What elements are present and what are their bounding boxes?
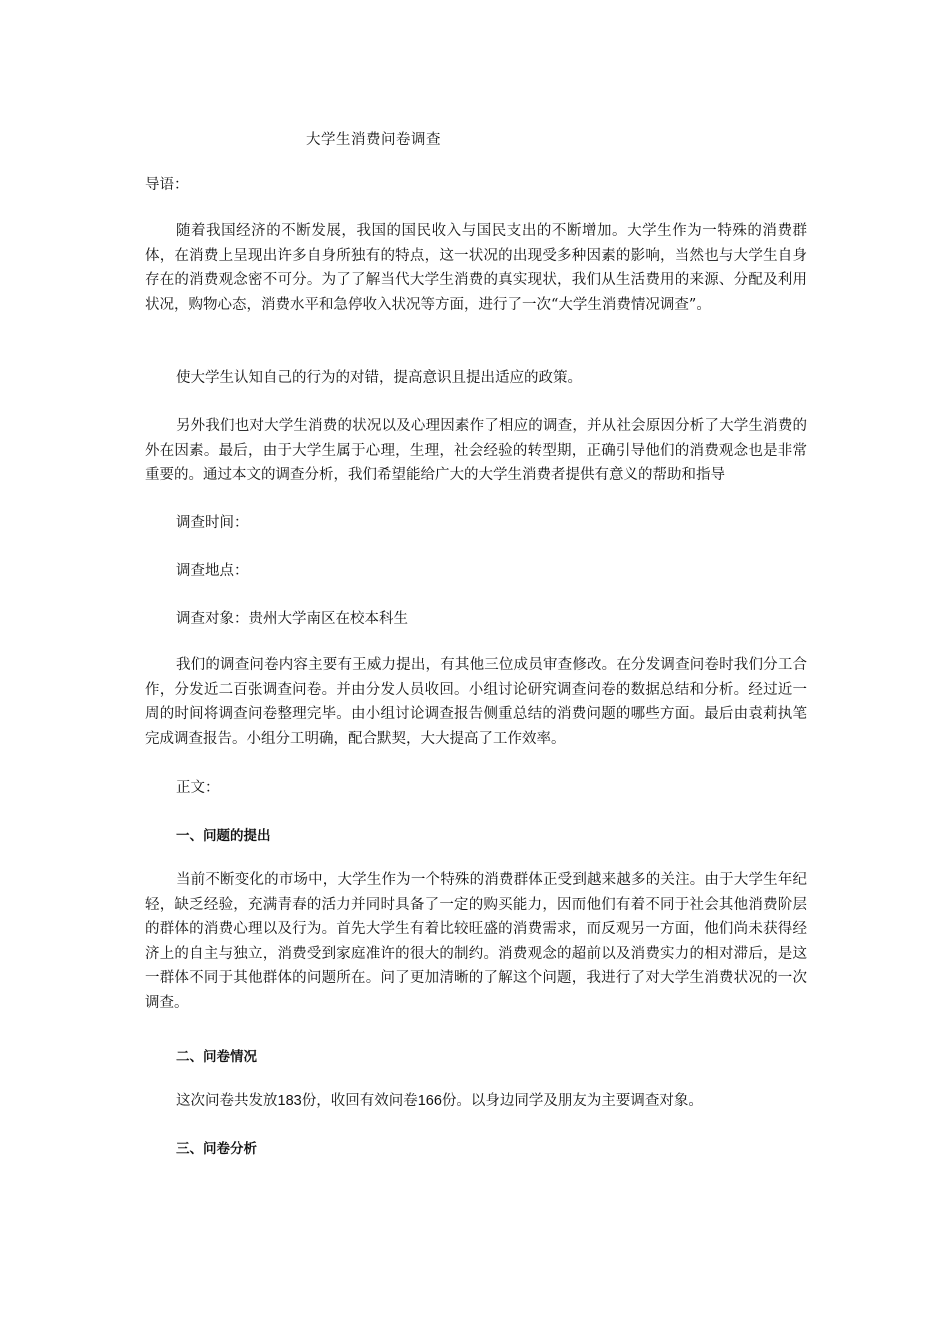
- paragraph-team: 我们的调查问卷内容主要有王威力提出，有其他三位成员审查修改。在分发调查问卷时我们分工合作，分发近二百张调查问卷。并由分发人员收回。小组讨论研究调查问卷的数据总结和分析。经过近一周的时间将调查问卷整理完毕。由小组讨论调查报告侧重总结的消费问题的哪些方面。最后由袁莉执笔完成调查报告。小组分工明确，配合默契，大大提高了工作效率。: [145, 657, 807, 747]
- document-title: 大学生消费问卷调查: [306, 132, 441, 148]
- distributed-count: 183: [277, 1093, 302, 1109]
- section-heading-1: 一、问题的提出: [176, 828, 271, 844]
- section-2-text-b: 份，收回有效问卷: [301, 1093, 418, 1109]
- section-2-text: [176, 1089, 703, 1114]
- body-label: 正文：: [176, 780, 220, 796]
- paragraph-factors: 另外我们也对大学生消费的状况以及心理因素作了相应的调查，并从社会原因分析了大学生消费的外在因素。最后，由于大学生属于心理，生理，社会经验的转型期，正确引导他们的消费观念也是非常重要的。通过本文的调查分析，我们希望能给广大的大学生消费者提供有意义的帮助和指导: [145, 418, 807, 483]
- section-heading-3: 三、问卷分析: [176, 1141, 257, 1157]
- paragraph-background: 随着我国经济的不断发展，我国的国民收入与国民支出的不断增加。大学生作为一特殊的消费群体，在消费上呈现出许多自身所独有的特点，这一状况的出现受多种因素的影响，当然也与大学生自身存在的消费观念密不可分。为了了解当代大学生消费的真实现状，我们从生活费用的来源、分配及利用状况，购物心态，消费水平和急停收入状况等方面，进行了一次“大学生消费情况调查”。: [145, 223, 807, 313]
- survey-subject: 调查对象：贵州大学南区在校本科生: [176, 611, 408, 627]
- valid-count: 166: [417, 1093, 442, 1109]
- section-2-text-c: 份。以身边同学及朋友为主要调查对象。: [441, 1093, 703, 1109]
- survey-place: 调查地点：: [176, 563, 249, 579]
- section-heading-2: 二、问卷情况: [176, 1049, 257, 1065]
- intro-label: 导语：: [145, 177, 189, 193]
- paragraph-purpose: 使大学生认知自己的行为的对错，提高意识且提出适应的政策。: [176, 370, 582, 386]
- section-1-text: 当前不断变化的市场中，大学生作为一个特殊的消费群体正受到越来越多的关注。由于大学生年纪轻，缺乏经验，充满青春的活力并同时具备了一定的购买能力，因而他们有着不同于社会其他消费阶层的群体的消费心理以及行为。首先大学生有着比较旺盛的消费需求，而反观另一方面，他们尚未获得经济上的自主与独立，消费受到家庭准许的很大的制约。消费观念的超前以及消费实力的相对滞后，是这一群体不同于其他群体的问题所在。问了更加清晰的了解这个问题，我进行了对大学生消费状况的一次调查。: [145, 872, 807, 1011]
- section-2-text-a: 这次问卷共发放: [176, 1093, 278, 1109]
- survey-time: 调查时间：: [176, 515, 249, 531]
